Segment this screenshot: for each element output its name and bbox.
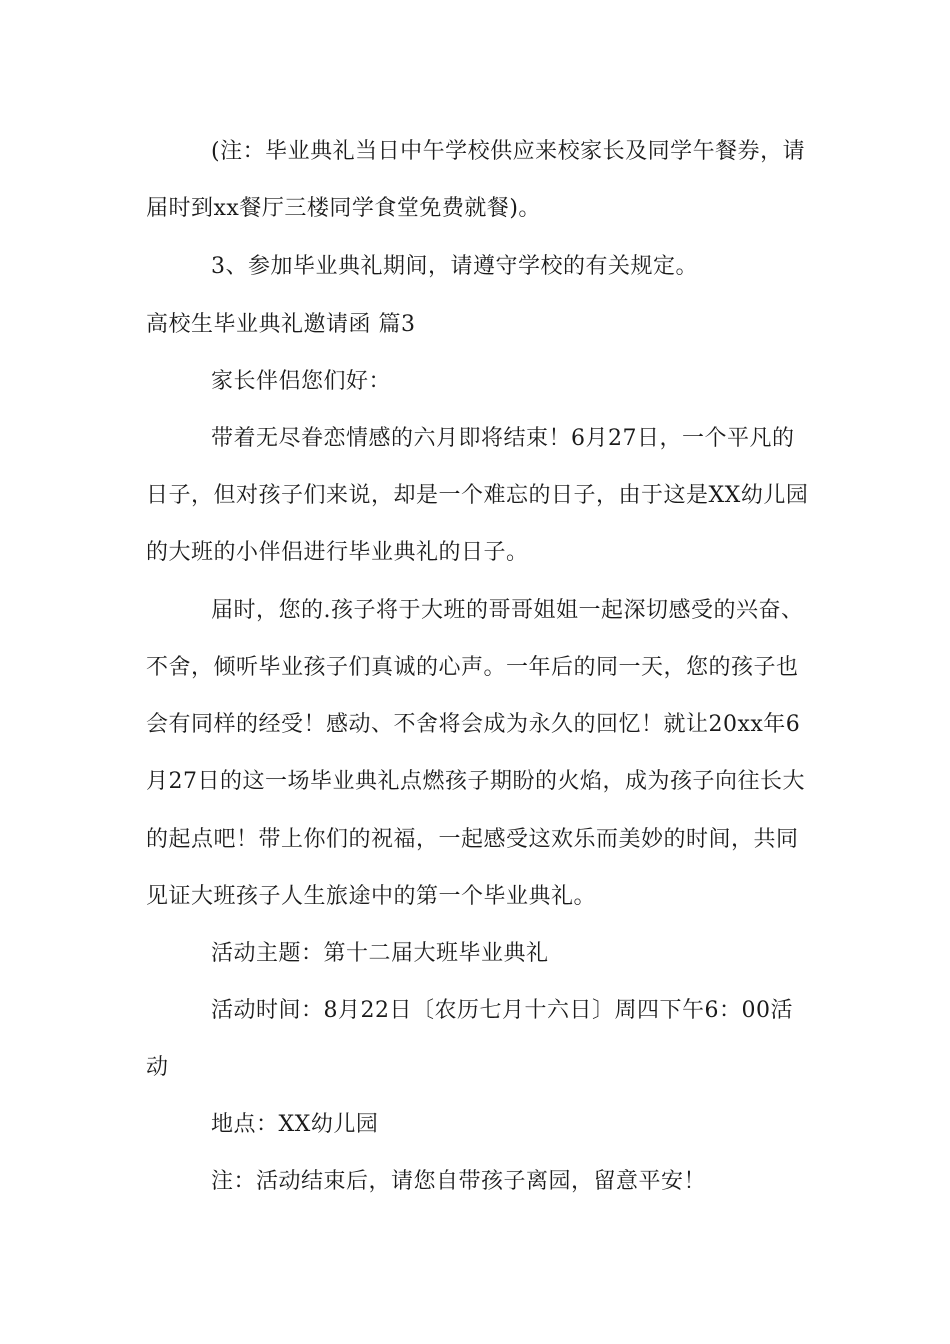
activity-time-line-2: 动 <box>146 1055 169 1080</box>
paragraph-2-line-4: 月27日的这一场毕业典礼点燃孩子期盼的火焰，成为孩子向往长大 <box>146 769 805 794</box>
paragraph-2-line-1: 届时，您的.孩子将于大班的哥哥姐姐一起深切感受的兴奋、 <box>211 598 804 623</box>
note-lunch-line-1: (注：毕业典礼当日中午学校供应来校家长及同学午餐券，请 <box>211 139 806 164</box>
rule-item-3: 3、参加毕业典礼期间，请遵守学校的有关规定。 <box>211 254 698 279</box>
activity-time-line-1: 活动时间：8月22日〔农历七月十六日〕周四下午6：00活 <box>211 998 793 1023</box>
note-lunch-line-2: 届时到xx餐厅三楼同学食堂免费就餐)。 <box>146 196 541 221</box>
greeting: 家长伴侣您们好： <box>211 369 392 394</box>
closing-note: 注：活动结束后，请您自带孩子离园，留意平安！ <box>211 1169 707 1194</box>
paragraph-2-line-6: 见证大班孩子人生旅途中的第一个毕业典礼。 <box>146 884 597 909</box>
paragraph-2-line-3: 会有同样的经受！感动、不舍将会成为永久的回忆！就让20xx年6 <box>146 712 801 737</box>
section-heading: 高校生毕业典礼邀请函 篇3 <box>146 312 416 337</box>
activity-location: 地点：XX幼儿园 <box>211 1112 379 1137</box>
activity-theme: 活动主题：第十二届大班毕业典礼 <box>211 941 549 966</box>
paragraph-2-line-2: 不舍，倾听毕业孩子们真诚的心声。一年后的同一天，您的孩子也 <box>146 655 799 680</box>
paragraph-1-line-3: 的大班的小伴侣进行毕业典礼的日子。 <box>146 540 529 565</box>
paragraph-1-line-1: 带着无尽眷恋情感的六月即将结束！6月27日，一个平凡的 <box>211 426 795 451</box>
paragraph-2-line-5: 的起点吧！带上你们的祝福，一起感受这欢乐而美妙的时间，共同 <box>146 827 799 852</box>
paragraph-1-line-2: 日子，但对孩子们来说，却是一个难忘的日子，由于这是XX幼儿园 <box>146 483 809 508</box>
